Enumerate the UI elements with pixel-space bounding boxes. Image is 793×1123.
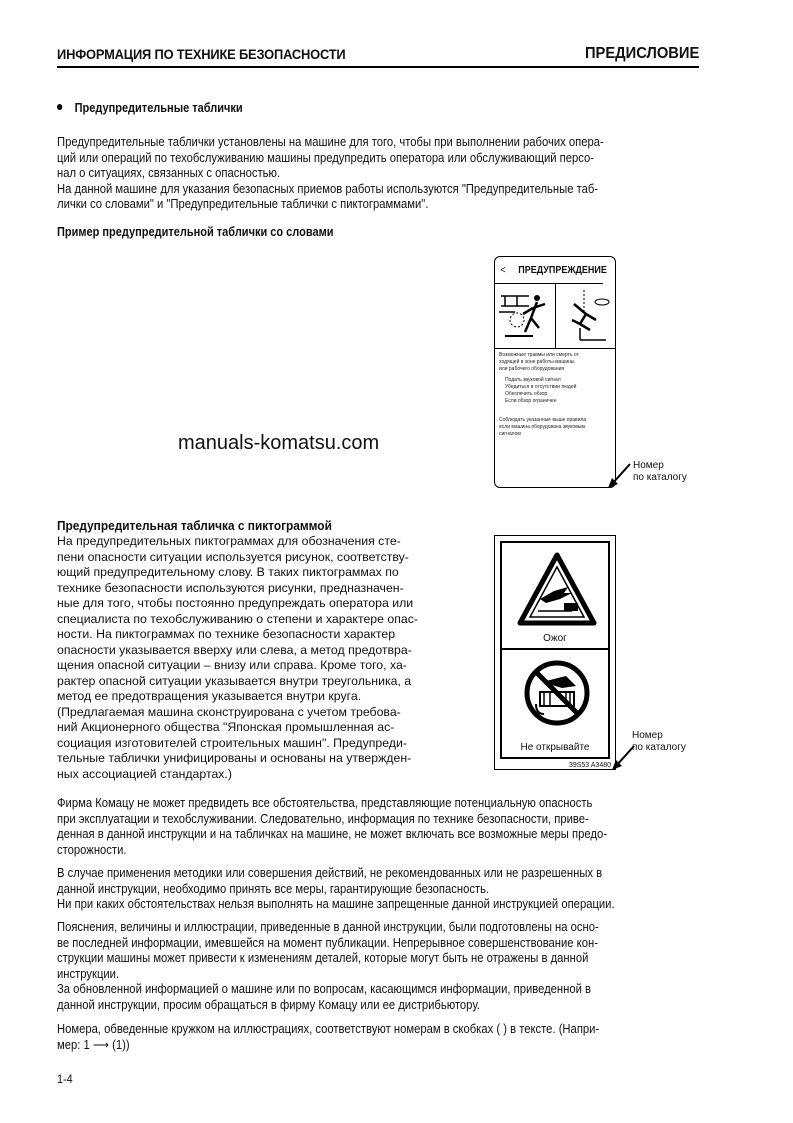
text-line: данной инструкции, необходимо принять все меры, гарантирующие безопасность. xyxy=(57,881,490,896)
text-line: опасности указывается вверху или слева, а метод предотвра- xyxy=(57,642,412,657)
text-line: метод ее предотвращения указывается внутри круга. xyxy=(57,689,362,703)
paragraph-limitations xyxy=(57,796,607,858)
sign-text-line: или рабочего оборудования xyxy=(499,366,565,372)
sign-part-code: 39S53 A3480 xyxy=(568,762,611,769)
catalog-label-line: по каталогу xyxy=(632,742,686,753)
text-line: ные для того, чтобы постоянно предупреждать оператора или xyxy=(57,596,414,610)
sign-list-item: Подать звуковой сигнал xyxy=(505,377,561,383)
text-line: рактер опасной ситуации указывается внутри треугольника, а xyxy=(57,673,412,688)
sign-arrow: < xyxy=(500,264,506,276)
word-warning-sign xyxy=(494,256,616,488)
text-line: социация изготовителей строительных машин". Предупреди- xyxy=(57,735,407,750)
bullet-icon xyxy=(57,104,62,110)
word-sign-heading: Пример предупредительной таблички со словами xyxy=(57,225,334,239)
hazard-panel xyxy=(502,543,608,650)
paragraph-updates xyxy=(57,920,599,1013)
section-title: ИНФОРМАЦИЯ ПО ТЕХНИКЕ БЕЗОПАСНОСТИ xyxy=(57,46,346,62)
text-line: специалиста по техобслуживанию о степени и характере опас- xyxy=(57,611,418,626)
text-line: Ни при каких обстоятельствах нельзя выполнять на машине запрещенные данной инструкцией операции. xyxy=(57,897,615,911)
text-line: технике безопасности используются рисунки, предназначен- xyxy=(57,580,404,595)
sign-body-text xyxy=(495,349,615,441)
watermark: manuals-komatsu.com xyxy=(178,432,380,454)
text-line: За обновленной информацией о машине или по вопросам, касающимся информации, приведенной в xyxy=(57,982,591,996)
sign-text-line: Возможные травмы или смерть от xyxy=(499,352,579,358)
person-fall-icon xyxy=(556,284,616,348)
sign-list-item: Обеспечить обзор xyxy=(505,391,548,397)
text-line: ных ассоциацией стандартах.) xyxy=(57,766,232,781)
hazard-label: Ожог xyxy=(543,633,567,644)
sign-text-line: ходящей в зоне работы машины xyxy=(499,359,575,365)
text-line: пени опасности ситуации используется рисунок, соответству- xyxy=(57,549,409,564)
catalog-number-label xyxy=(632,730,686,754)
text-line: ности. На пиктограммах по технике безопасности характер xyxy=(57,627,396,641)
text-line: Пояснения, величины и иллюстрации, приведенные в данной инструкции, были подготовлены на осно- xyxy=(57,920,599,934)
pictogram-paragraph xyxy=(57,534,418,782)
sign-frame xyxy=(500,541,610,759)
text-line: лички со словами" и "Предупредительные таблички с пиктограммами". xyxy=(57,197,429,211)
text-line: ющий предупредительному слову. В таких пиктограммах по xyxy=(57,565,399,579)
do-not-open-prohibition-icon xyxy=(522,658,592,728)
text-line: денная в данной инструкции и на табличках на машине, не может включать все возможные меры предо- xyxy=(57,827,607,841)
page-number: 1-4 xyxy=(57,1072,73,1086)
header-rule xyxy=(57,66,699,68)
intro-paragraph xyxy=(57,135,604,213)
text-line: при эксплуатации и техобслуживании. Следовательно, информация по технике безопасности, приве- xyxy=(57,811,589,826)
text-line: сторожности. xyxy=(57,842,127,857)
paragraph-numbering xyxy=(57,1022,599,1053)
sign-title-bar xyxy=(495,257,607,284)
sign-footer-line: сигналом xyxy=(499,431,521,437)
paragraph-unapproved-methods xyxy=(57,866,615,913)
burn-hazard-triangle-icon xyxy=(516,551,598,629)
text-line: ний Акционерного общества "Японская промышленная ас- xyxy=(57,720,395,734)
bullet-heading-text: Предупредительные таблички xyxy=(74,101,243,115)
bullet-heading xyxy=(57,101,243,115)
catalog-label-line: Номер xyxy=(632,730,663,741)
text-line: Фирма Комацу не может предвидеть все обстоятельства, представляющие потенциальную опасность xyxy=(57,796,593,810)
pictogram-warning-sign xyxy=(494,535,616,770)
text-line: ций или операций по техобслуживанию машины предупредить оператора или обслуживающий персо- xyxy=(57,150,595,165)
sign-title: ПРЕДУПРЕЖДЕНИЕ xyxy=(518,264,607,276)
text-line: На данной машине для указания безопасных приемов работы используются "Предупредительные таб- xyxy=(57,181,599,196)
text-line: В случае применения методики или совершения действий, не рекомендованных или не разрешенных в xyxy=(57,866,603,880)
pictogram-heading: Предупредительная табличка с пиктограммой xyxy=(57,519,332,533)
prohibition-label: Не открывайте xyxy=(520,742,590,753)
text-line: данной инструкции, просим обращаться в фирму Комацу или ее дистрибьютору. xyxy=(57,997,480,1012)
sign-footer-line: если машина оборудована звуковым xyxy=(499,424,585,430)
text-line: Предупредительные таблички установлены на машине для того, чтобы при выполнении рабочих опера- xyxy=(57,135,604,149)
sign-list-item: Убедиться в отсутствии людей xyxy=(505,384,577,390)
sign-footer-line: Соблюдать указанные выше правила xyxy=(499,417,587,423)
text-line: На предупредительных пиктограммах для обозначения сте- xyxy=(57,534,401,548)
prohibition-panel xyxy=(502,650,608,757)
text-line: щения опасной ситуации – внизу или справа. Кроме того, ха- xyxy=(57,658,407,672)
text-line: мер: 1 ⟶ (1)) xyxy=(57,1037,130,1052)
catalog-label-line: по каталогу xyxy=(633,472,687,483)
text-line: (Предлагаемая машина сконструирована с учетом требова- xyxy=(57,704,401,719)
chapter-title: ПРЕДИСЛОВИЕ xyxy=(584,45,699,62)
sign-pictures xyxy=(495,284,615,349)
text-line: тельные таблички унифицированы и основаны на утвержден- xyxy=(57,751,412,765)
catalog-arrow-icon xyxy=(604,460,634,490)
text-line: инструкции. xyxy=(57,966,120,981)
catalog-number-label xyxy=(633,460,687,484)
catalog-label-line: Номер xyxy=(633,460,664,471)
text-line: Номера, обведенные кружком на иллюстрациях, соответствуют номерам в скобках ( ) в тексте. (Напри- xyxy=(57,1022,600,1036)
person-hit-icon xyxy=(495,284,556,348)
text-line: ве последней информации, имевшейся на момент публикации. Непрерывное совершенствование кон- xyxy=(57,935,598,950)
text-line: струкции машины может привести к изменениям деталей, которые могут быть не отражены в данной xyxy=(57,951,589,965)
sign-list-item: Если обзор ограничен xyxy=(505,398,557,404)
text-line: нал о ситуациях, связанных с опасностью. xyxy=(57,166,281,180)
